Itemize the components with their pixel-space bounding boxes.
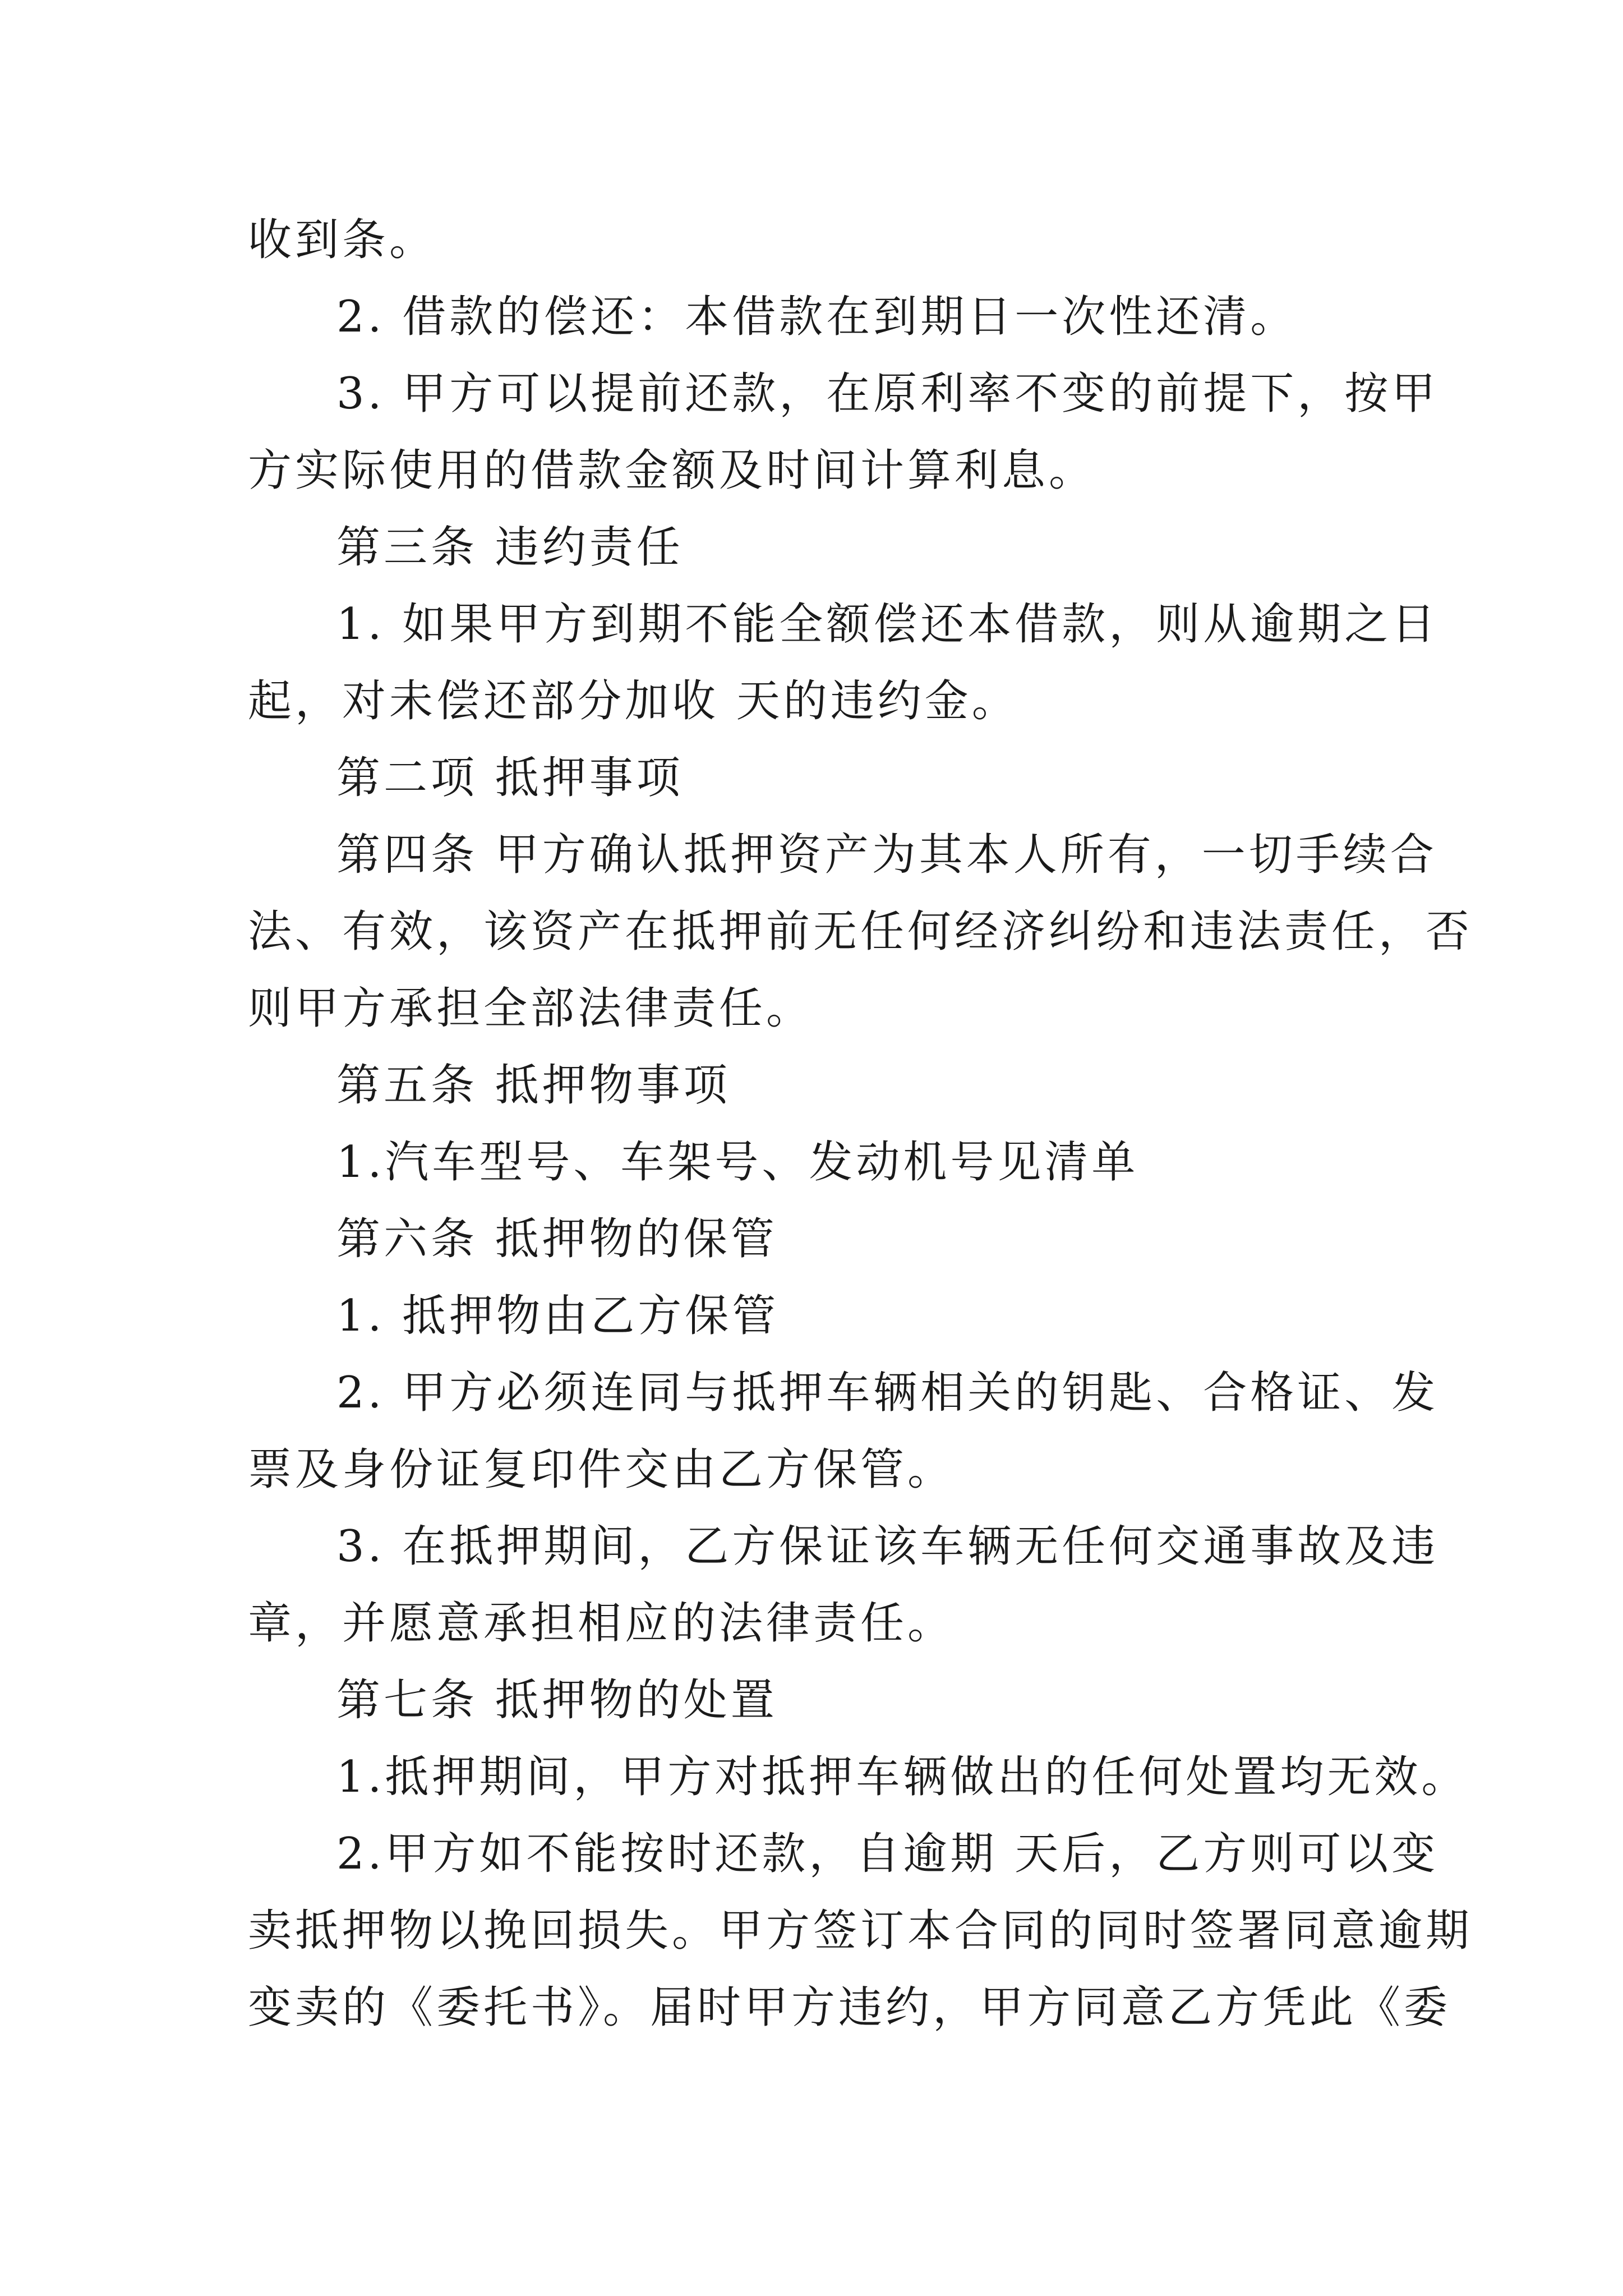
text-line: 法、有效，该资产在抵押前无任何经济纠纷和违法责任，否 [248,907,1473,957]
text-line: 1.汽车型号、车架号、发动机号见清单 [336,1137,1139,1188]
section-heading: 第二项 抵押事项 [336,753,684,803]
text-line: 2.甲方如不能按时还款，自逾期 天后，乙方则可以变 [336,1829,1439,1879]
text-line: 2. 借款的偿还：本借款在到期日一次性还清。 [336,292,1298,342]
text-line: 3. 在抵押期间，乙方保证该车辆无任何交通事故及违 [336,1521,1439,1572]
text-line: 1.抵押期间，甲方对抵押车辆做出的任何处置均无效。 [336,1752,1469,1802]
text-line: 第四条 甲方确认抵押资产为其本人所有，一切手续合 [336,830,1437,880]
text-line: 1. 抵押物由乙方保管 [336,1291,780,1341]
section-heading: 第六条 抵押物的保管 [336,1214,778,1264]
text-line: 章，并愿意承担相应的法律责任。 [248,1598,955,1649]
text-line: 变卖的《委托书》。届时甲方违约，甲方同意乙方凭此《委 [248,1982,1451,2033]
text-line: 收到条。 [248,215,437,265]
section-heading: 第三条 违约责任 [336,522,684,573]
text-line: 则甲方承担全部法律责任。 [248,983,814,1034]
text-line: 票及身份证复印件交由乙方保管。 [248,1444,955,1495]
text-line: 卖抵押物以挽回损失。甲方签订本合同的同时签署同意逾期 [248,1906,1473,1956]
text-line: 2. 甲方必须连同与抵押车辆相关的钥匙、合格证、发 [336,1368,1439,1418]
text-line: 3. 甲方可以提前还款，在原利率不变的前提下，按甲 [336,369,1439,419]
text-line: 起，对未偿还部分加收 天的违约金。 [248,676,1019,726]
section-heading: 第七条 抵押物的处置 [336,1675,778,1726]
document-body [248,202,1473,2046]
section-heading: 第五条 抵押物事项 [336,1060,731,1111]
text-line: 方实际使用的借款金额及时间计算利息。 [248,445,1096,496]
text-line: 1. 如果甲方到期不能全额偿还本借款，则从逾期之日 [336,599,1439,650]
